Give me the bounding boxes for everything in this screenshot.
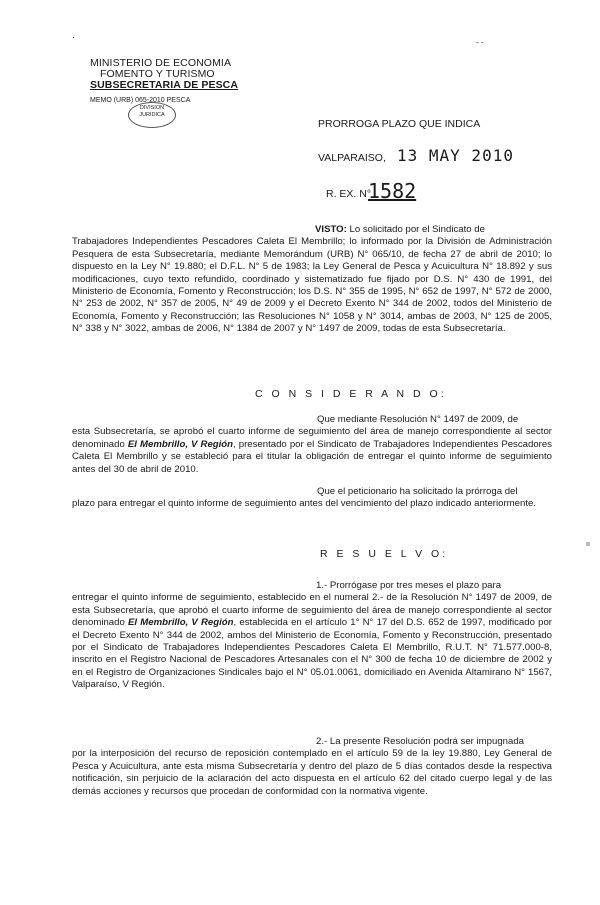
visto-line1: Lo solicitado por el Sindicato de	[349, 224, 485, 235]
date-stamp: 13 MAY 2010	[397, 146, 514, 165]
ministry-line: MINISTERIO DE ECONOMIA	[90, 57, 232, 69]
memo-reference: MEMO (URB) 065-2010 PESCA	[90, 97, 191, 104]
ministry-line: SUBSECRETARIA DE PESCA	[90, 79, 239, 91]
place: VALPARAISO,	[318, 152, 386, 164]
resuelvo-1-start: 1.- Prorrógase por tres meses el plazo para	[316, 580, 502, 591]
resuelvo-1-text: entregar el quinto informe de seguimiento, establecido en el numeral 2.- de la Resolución N° 1497 de 2009, de esta Subsecretaría, que aprobó el cuarto informe de seguimiento del área de manejo correspondiente al sector denominado	[72, 592, 552, 629]
division-stamp	[128, 102, 176, 128]
considerando-p2-start: Que el peticionario ha solicitado la prórroga del	[317, 486, 518, 497]
visto-paragraph	[72, 224, 552, 336]
ministry-line: FOMENTO Y TURISMO	[100, 68, 215, 80]
ministry-header	[90, 58, 250, 91]
considerando-heading: C O N S I D E R A N D O:	[255, 388, 447, 400]
sector-name: El Membrillo, V Región	[128, 617, 234, 629]
considerando-paragraph-1	[72, 414, 552, 476]
stamp-text: JURIDICA	[139, 112, 165, 118]
sector-name: El Membrillo, V Región	[127, 438, 234, 450]
resuelvo-heading: R E S U E L V O:	[320, 548, 449, 560]
resuelvo-1-text: , establecida en el artículo 1° N° 17 del D.S. 652 de 1997, modificado por el Decreto Exento N° 344 de 2002, ambos del Ministerio de Economía, Fomento y Reconstrucción, presentado por el Sindicato de Trabajadores Independientes Pescadores Caleta El Membrillo, R.U.T. N° 71.577.000-8, inscrito en el Registro Nacional de Pescadores Artesanales con el N° 300 de fecha 10 de diciembre de 2002 y en el Registro de Organizaciones Sindicales bajo el N° 05.01.0061, domiciliado en Avenida Altamirano N° 1567, Valparaíso, V Región.	[72, 617, 552, 691]
scan-speck	[586, 542, 590, 546]
resolution-label: R. EX. N°	[326, 188, 372, 200]
resuelvo-2-text: por la interposición del recurso de reposición contemplado en el artículo 59 de la ley 19.880, Ley General de Pesca y Acuicultura, ante esta misma Subsecretaría y dentro del plazo de 5 días contados desde la respectiva notificación, sin perjuicio de la aclaración del acto dispuesta en el artículo 62 del citado cuerpo legal y de las demás acciones y recursos que procedan de conformidad con la normativa vigente.	[72, 748, 552, 797]
considerando-p1-text: esta Subsecretaría, se aprobó el cuarto informe de seguimiento del área de manejo correspondiente al sector denominado	[72, 426, 552, 450]
corner-mark: ·	[72, 32, 75, 42]
document-title: PRORROGA PLAZO QUE INDICA	[318, 118, 481, 130]
considerando-paragraph-2	[72, 486, 552, 511]
resuelvo-2-start: 2.- La presente Resolución podrá ser impugnada	[316, 736, 524, 747]
stamp-text: DIVISION	[139, 105, 165, 111]
resuelvo-item-1	[72, 580, 552, 692]
considerando-p1-text: , presentado por el Sindicato de Trabajadores Independientes Pescadores Caleta El Membrillo y se estableció para el titular la obligación de entregar el quinto informe de seguimiento antes del 30 de abril de 2010.	[72, 438, 552, 475]
considerando-p1-start: Que mediante Resolución N° 1497 de 2009, de	[317, 414, 519, 425]
considerando-p2-text: plazo para entregar el quinto informe de seguimiento antes del vencimiento del plazo indicado anteriormente.	[72, 498, 536, 510]
visto-text: Trabajadores Independientes Pescadores Caleta El Membrillo; lo informado por la División de Administración Pesquera de esta Subsecretaría, mediante Memorándum (URB) N° 065/10, de fecha 27 de abril de 2010; lo dispuesto en la Ley N° 19.880; el D.F.L. N° 5 de 1983; la Ley General de Pesca y Acuicultura N° 18.892 y sus modificaciones, cuyo texto refundido, coordinado y sistematizado fue fijado por D.S. N° 430 de 1991, del Ministerio de Economía, Fomento y Reconstrucción; los D.S. N° 355 de 1995, N° 652 de 1997, N° 572 de 2000, N° 253 de 2002, N° 357 de 2005, N° 49 de 2009 y el Decreto Exento N° 344 de 2002, todos del Ministerio de Economía, Fomento y Reconstrucción; las Resoluciones N° 1058 y N° 3014, ambas de 2003, N° 125 de 2005, N° 338 y N° 3022, ambas de 2006, N° 1384 de 2007 y N° 1497 de 2009, todas de esta Subsecretaría.	[72, 236, 552, 335]
visto-label: VISTO:	[315, 224, 347, 235]
corner-mark: - -	[476, 38, 484, 47]
resuelvo-item-2	[72, 736, 552, 798]
resolution-number: 1582	[368, 179, 417, 203]
